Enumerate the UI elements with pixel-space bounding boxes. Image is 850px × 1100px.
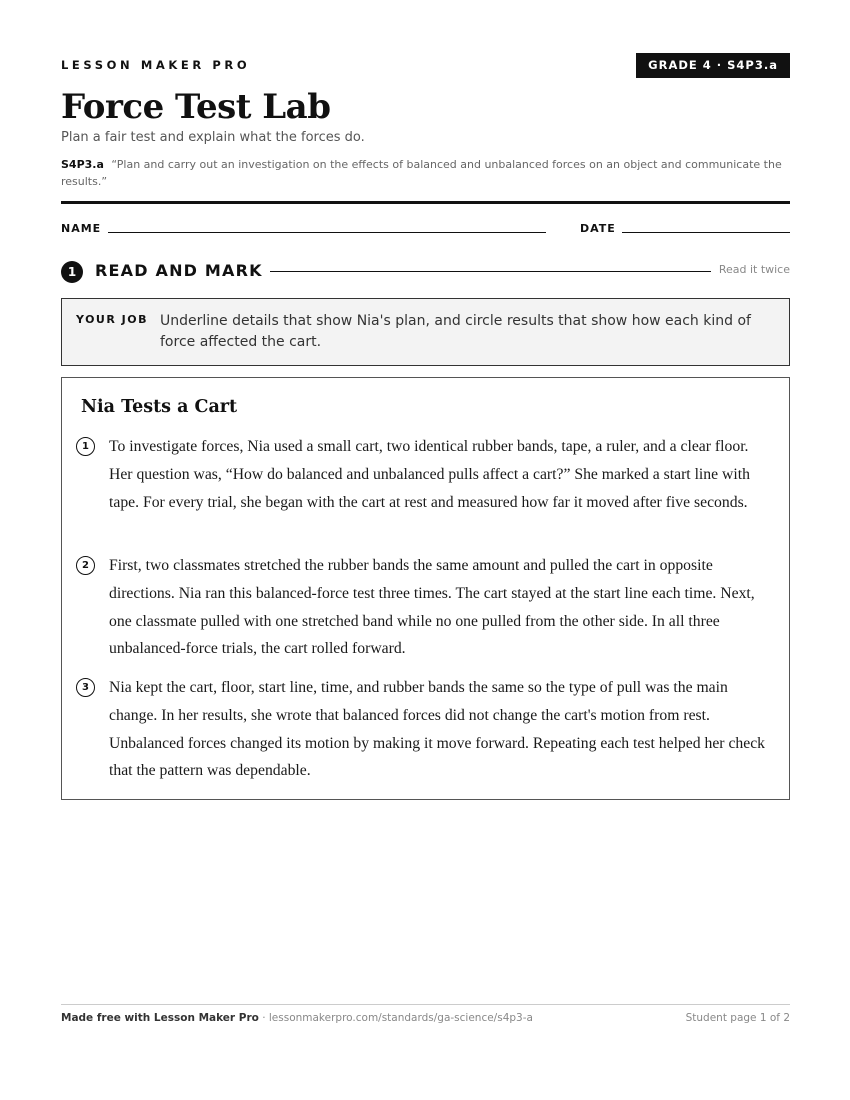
job-text: Underline details that show Nia's plan, and circle results that show how each kind of force affected the cart. <box>160 313 751 350</box>
section-number-badge: 1 <box>61 261 83 283</box>
section-header <box>61 260 790 284</box>
job-label: YOUR JOB <box>76 313 148 326</box>
section-note: Read it twice <box>718 263 790 276</box>
footer-divider <box>61 1004 790 1005</box>
paragraph-number: 1 <box>76 437 95 456</box>
date-field[interactable] <box>622 232 790 233</box>
name-label: NAME <box>61 222 102 235</box>
paragraph-text: First, two classmates stretched the rubber bands the same amount and pulled the cart in opposite directions. Nia ran this balanced-force test three times. The cart stayed at the start line each time. Next, one classmate pulled with one stretched band while no one pulled from the other side. In all three unbalanced-force trials, the cart rolled forward. <box>109 557 755 658</box>
footer-credit <box>61 1012 533 1024</box>
paragraph-text: Nia kept the cart, floor, start line, time, and rubber bands the same so the type of pull was the main change. In her results, she wrote that balanced forces did not change the cart's motion from rest. Unbalanced forces changed its motion by making it move forward. Repeating each test helped her check that the pattern was dependable. <box>109 679 766 780</box>
header-divider <box>61 201 790 204</box>
section-title: READ AND MARK <box>95 261 263 280</box>
paragraph-number: 3 <box>76 678 95 697</box>
footer-separator: · <box>258 1012 269 1024</box>
page-subtitle: Plan a fair test and explain what the forces do. <box>61 130 365 145</box>
date-label: DATE <box>580 222 616 235</box>
footer-url[interactable]: lessonmakerpro.com/standards/ga-science/s4p3-a <box>268 1012 533 1024</box>
page-title: Force Test Lab <box>61 87 331 127</box>
standard-code: S4P3.a <box>61 158 104 171</box>
standard-text: “Plan and carry out an investigation on the effects of balanced and unbalanced forces on an object and communicate the results.” <box>61 158 782 188</box>
name-field[interactable] <box>108 232 546 233</box>
footer-page-label: Student page 1 of 2 <box>685 1012 790 1024</box>
reading-passage <box>61 377 790 800</box>
section-divider <box>270 271 711 272</box>
standard-description <box>61 156 790 190</box>
grade-badge: GRADE 4 · S4P3.a <box>636 53 790 78</box>
paragraph-number: 2 <box>76 556 95 575</box>
passage-title: Nia Tests a Cart <box>81 397 238 417</box>
worksheet-page <box>61 0 790 1100</box>
footer-made-with: Made free with Lesson Maker Pro <box>61 1012 259 1024</box>
paragraph-text: To investigate forces, Nia used a small cart, two identical rubber bands, tape, a ruler, and a clear floor. Her question was, “How do balanced and unbalanced pulls affect a cart?” She marked a start line with tape. For every trial, she began with the cart at rest and measured how far it moved after five seconds. <box>109 438 750 511</box>
name-date-row <box>61 222 790 236</box>
job-instructions-box <box>61 298 790 366</box>
brand-name: LESSON MAKER PRO <box>61 58 251 72</box>
